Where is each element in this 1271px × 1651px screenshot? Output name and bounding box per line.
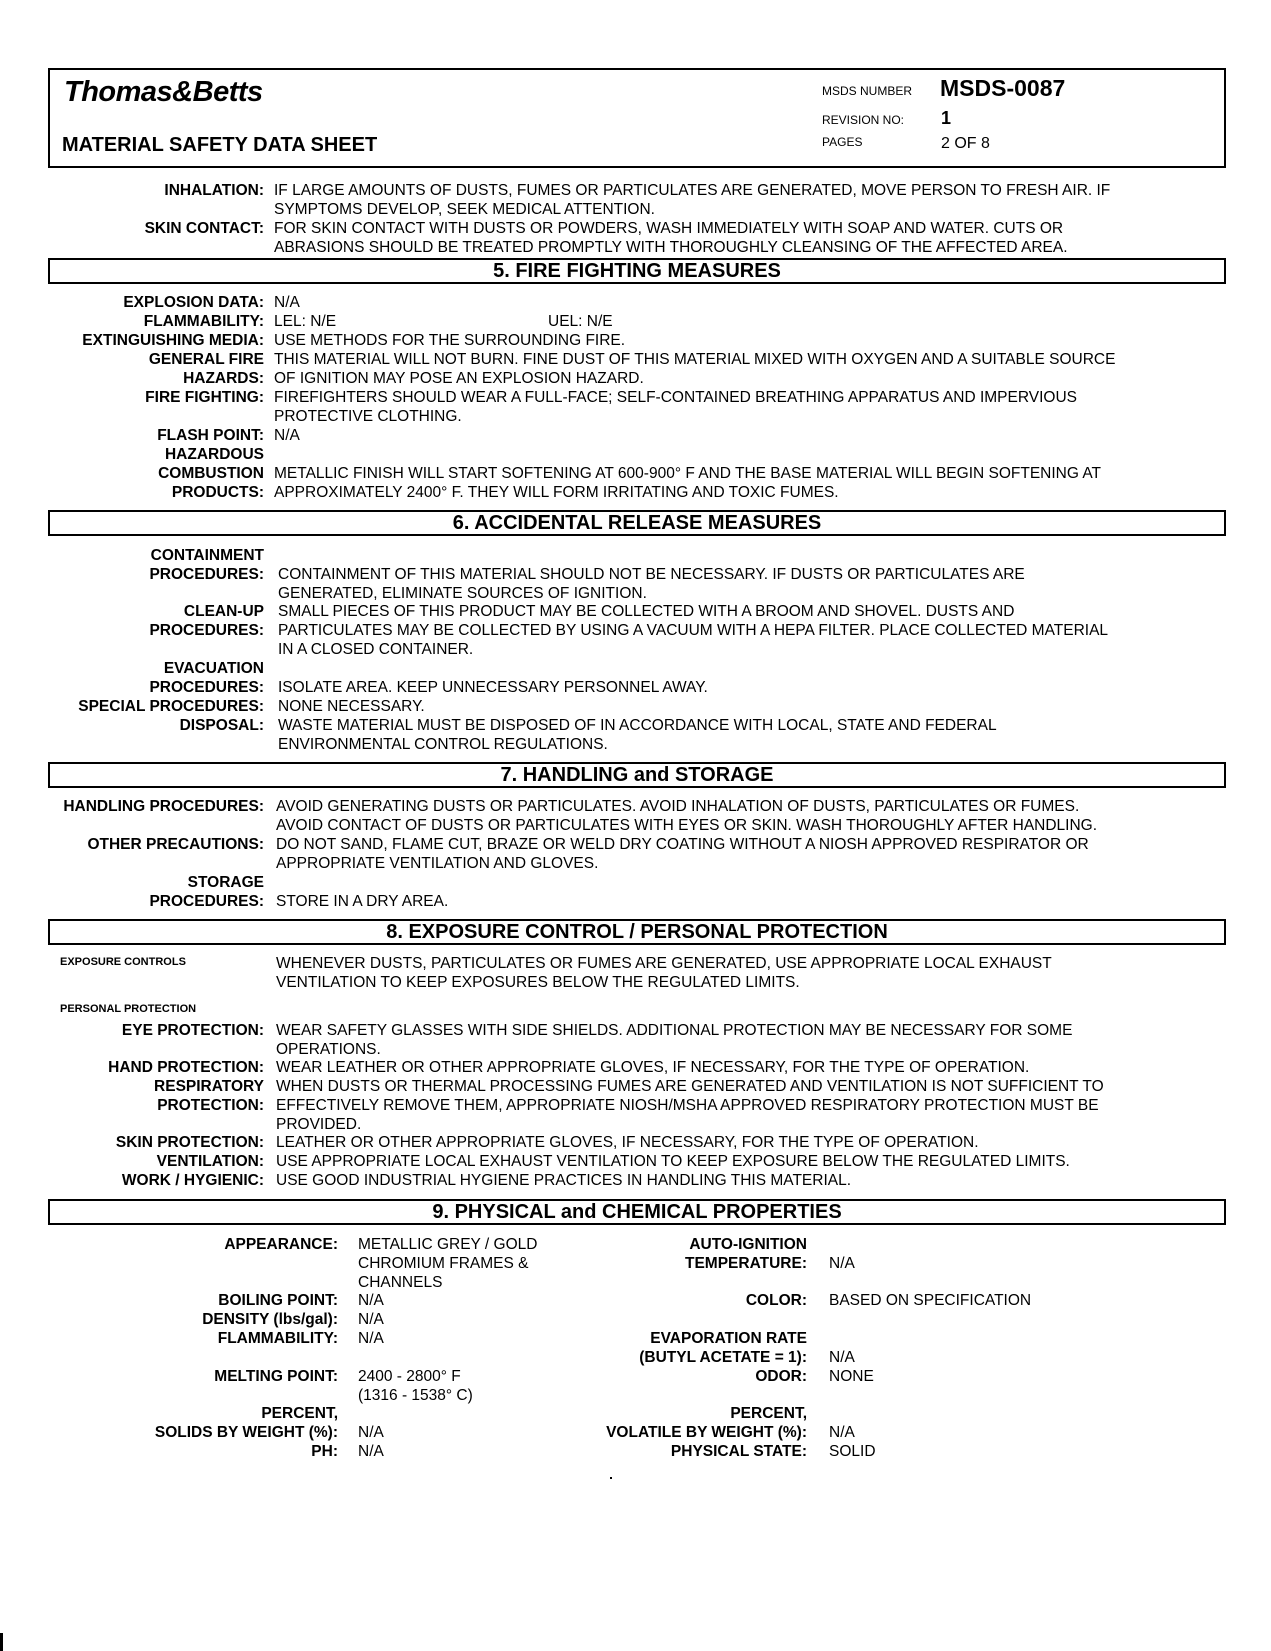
special-procedures-value: NONE NECESSARY. bbox=[278, 698, 425, 715]
work-hygienic-value: USE GOOD INDUSTRIAL HYGIENE PRACTICES IN HANDLING THIS MATERIAL. bbox=[276, 1172, 852, 1189]
special-procedures-label: SPECIAL PROCEDURES: bbox=[78, 698, 264, 715]
scan-speck bbox=[610, 1477, 612, 1479]
eye-protection-line-1: WEAR SAFETY GLASSES WITH SIDE SHIELDS. ADDITIONAL PROTECTION MAY BE NECESSARY FOR SOME bbox=[276, 1022, 1073, 1039]
handling-procedures-label: HANDLING PROCEDURES: bbox=[63, 798, 264, 815]
products-label: PRODUCTS: bbox=[171, 484, 264, 501]
color-label: COLOR: bbox=[745, 1292, 807, 1309]
general-fire-line-2: OF IGNITION MAY POSE AN EXPLOSION HAZARD. bbox=[274, 370, 644, 387]
percent-volatile-label-2: VOLATILE BY WEIGHT (%): bbox=[606, 1424, 807, 1441]
respiratory-protection-label: PROTECTION: bbox=[157, 1097, 264, 1114]
section-9-header: 9. PHYSICAL and CHEMICAL PROPERTIES bbox=[48, 1199, 1226, 1225]
section-6-header: 6. ACCIDENTAL RELEASE MEASURES bbox=[48, 510, 1226, 536]
physical-state-value: SOLID bbox=[829, 1443, 876, 1460]
scan-edge-mark bbox=[0, 1633, 3, 1651]
boiling-point-value: N/A bbox=[358, 1292, 384, 1309]
extinguishing-media-value: USE METHODS FOR THE SURROUNDING FIRE. bbox=[274, 332, 626, 349]
other-precautions-label: OTHER PRECAUTIONS: bbox=[87, 836, 264, 853]
personal-protection-label: PERSONAL PROTECTION bbox=[60, 1003, 197, 1015]
evaporation-label-2: (BUTYL ACETATE = 1): bbox=[639, 1349, 807, 1366]
handling-line-1: AVOID GENERATING DUSTS OR PARTICULATES. AVOID INHALATION OF DUSTS, PARTICULATES OR FUMES. bbox=[276, 798, 1080, 815]
pages-value: 2 OF 8 bbox=[941, 135, 990, 152]
solids-value: N/A bbox=[358, 1424, 384, 1441]
flammability-prop-label: FLAMMABILITY: bbox=[217, 1330, 338, 1347]
evaporation-label-1: EVAPORATION RATE bbox=[650, 1330, 807, 1347]
inhalation-line-1: IF LARGE AMOUNTS OF DUSTS, FUMES OR PARTICULATES ARE GENERATED, MOVE PERSON TO FRESH AIR. IF bbox=[274, 182, 1111, 199]
flammability-label: FLAMMABILITY: bbox=[143, 313, 264, 330]
document-title: MATERIAL SAFETY DATA SHEET bbox=[62, 134, 378, 156]
volatile-value: N/A bbox=[829, 1424, 855, 1441]
cleanup-label: CLEAN-UP bbox=[183, 603, 264, 620]
general-fire-line-1: THIS MATERIAL WILL NOT BURN. FINE DUST OF THIS MATERIAL MIXED WITH OXYGEN AND A SUITABLE SOURCE bbox=[274, 351, 1116, 368]
company-logo: Thomas&Betts bbox=[64, 76, 263, 108]
density-value: N/A bbox=[358, 1311, 384, 1328]
fire-fighting-label: FIRE FIGHTING: bbox=[145, 389, 264, 406]
hazardous-label: HAZARDOUS bbox=[164, 446, 264, 463]
respiratory-line-3: PROVIDED. bbox=[276, 1116, 362, 1133]
color-value: BASED ON SPECIFICATION bbox=[829, 1292, 1032, 1309]
other-precautions-line-2: APPROPRIATE VENTILATION AND GLOVES. bbox=[276, 855, 599, 872]
skin-protection-label: SKIN PROTECTION: bbox=[115, 1134, 264, 1151]
skin-contact-label: SKIN CONTACT: bbox=[144, 220, 264, 237]
cleanup-line-3: IN A CLOSED CONTAINER. bbox=[278, 641, 474, 658]
respiratory-line-2: EFFECTIVELY REMOVE THEM, APPROPRIATE NIOSH/MSHA APPROVED RESPIRATORY PROTECTION MUST BE bbox=[276, 1097, 1099, 1114]
storage-procedures-label: PROCEDURES: bbox=[149, 893, 264, 910]
fire-fighting-line-1: FIREFIGHTERS SHOULD WEAR A FULL-FACE; SELF-CONTAINED BREATHING APPARATUS AND IMPERVIOUS bbox=[274, 389, 1077, 406]
density-label: DENSITY (lbs/gal): bbox=[202, 1311, 338, 1328]
revision-number: 1 bbox=[941, 108, 952, 128]
skin-contact-line-1: FOR SKIN CONTACT WITH DUSTS OR POWDERS, WASH IMMEDIATELY WITH SOAP AND WATER. CUTS OR bbox=[274, 220, 1064, 237]
revision-label: REVISION NO: bbox=[822, 113, 905, 127]
hand-protection-label: HAND PROTECTION: bbox=[108, 1059, 264, 1076]
boiling-point-label: BOILING POINT: bbox=[218, 1292, 338, 1309]
disposal-line-1: WASTE MATERIAL MUST BE DISPOSED OF IN ACCORDANCE WITH LOCAL, STATE AND FEDERAL bbox=[278, 717, 997, 734]
odor-value: NONE bbox=[829, 1368, 874, 1385]
containment-line-1: CONTAINMENT OF THIS MATERIAL SHOULD NOT BE NECESSARY. IF DUSTS OR PARTICULATES ARE bbox=[278, 566, 1025, 583]
combustion-label: COMBUSTION bbox=[158, 465, 264, 482]
skin-contact-line-2: ABRASIONS SHOULD BE TREATED PROMPTLY WITH THOROUGHLY CLEANSING OF THE AFFECTED AREA. bbox=[274, 239, 1068, 256]
percent-solids-label-1: PERCENT, bbox=[261, 1405, 338, 1422]
hand-protection-value: WEAR LEATHER OR OTHER APPROPRIATE GLOVES, IF NECESSARY, FOR THE TYPE OF OPERATION. bbox=[276, 1059, 1030, 1076]
lel-value: LEL: N/E bbox=[274, 313, 337, 330]
pages-label: PAGES bbox=[822, 135, 863, 149]
exposure-line-1: WHENEVER DUSTS, PARTICULATES OR FUMES ARE GENERATED, USE APPROPRIATE LOCAL EXHAUST bbox=[276, 955, 1052, 972]
evacuation-label: EVACUATION bbox=[163, 660, 264, 677]
containment-procedures-label: PROCEDURES: bbox=[149, 566, 264, 583]
melting-point-line-2: (1316 - 1538° C) bbox=[358, 1387, 473, 1404]
flash-point-label: FLASH POINT: bbox=[157, 427, 264, 444]
msds-number: MSDS-0087 bbox=[940, 75, 1066, 101]
odor-label: ODOR: bbox=[755, 1368, 807, 1385]
percent-solids-label-2: SOLIDS BY WEIGHT (%): bbox=[154, 1424, 338, 1441]
hazards-label: HAZARDS: bbox=[183, 370, 264, 387]
exposure-line-2: VENTILATION TO KEEP EXPOSURES BELOW THE REGULATED LIMITS. bbox=[276, 974, 800, 991]
storage-label: STORAGE bbox=[187, 874, 264, 891]
fire-fighting-line-2: PROTECTIVE CLOTHING. bbox=[274, 408, 462, 425]
cleanup-procedures-label: PROCEDURES: bbox=[149, 622, 264, 639]
exposure-controls-label: EXPOSURE CONTROLS bbox=[60, 956, 186, 968]
appearance-label: APPEARANCE: bbox=[224, 1236, 338, 1253]
explosion-data-value: N/A bbox=[274, 294, 300, 311]
flammability-prop-value: N/A bbox=[358, 1330, 384, 1347]
section-5-header: 5. FIRE FIGHTING MEASURES bbox=[48, 258, 1226, 284]
inhalation-label: INHALATION: bbox=[164, 182, 264, 199]
ph-value: N/A bbox=[358, 1443, 384, 1460]
general-fire-label: GENERAL FIRE bbox=[148, 351, 264, 368]
explosion-data-label: EXPLOSION DATA: bbox=[123, 294, 264, 311]
eye-protection-line-2: OPERATIONS. bbox=[276, 1041, 381, 1058]
evacuation-procedures-label: PROCEDURES: bbox=[149, 679, 264, 696]
evacuation-value: ISOLATE AREA. KEEP UNNECESSARY PERSONNEL AWAY. bbox=[278, 679, 708, 696]
melting-point-line-1: 2400 - 2800° F bbox=[358, 1368, 461, 1385]
skin-protection-value: LEATHER OR OTHER APPROPRIATE GLOVES, IF NECESSARY, FOR THE TYPE OF OPERATION. bbox=[276, 1134, 979, 1151]
respiratory-label: RESPIRATORY bbox=[154, 1078, 264, 1095]
ph-label: PH: bbox=[311, 1443, 338, 1460]
inhalation-line-2: SYMPTOMS DEVELOP, SEEK MEDICAL ATTENTION. bbox=[274, 201, 655, 218]
uel-value: UEL: N/E bbox=[548, 313, 613, 330]
extinguishing-media-label: EXTINGUISHING MEDIA: bbox=[82, 332, 264, 349]
melting-point-label: MELTING POINT: bbox=[214, 1368, 338, 1385]
containment-label: CONTAINMENT bbox=[150, 547, 264, 564]
disposal-line-2: ENVIRONMENTAL CONTROL REGULATIONS. bbox=[278, 736, 608, 753]
cleanup-line-1: SMALL PIECES OF THIS PRODUCT MAY BE COLLECTED WITH A BROOM AND SHOVEL. DUSTS AND bbox=[278, 603, 1015, 620]
ventilation-label: VENTILATION: bbox=[156, 1153, 264, 1170]
appearance-line-2: CHROMIUM FRAMES & bbox=[358, 1255, 529, 1272]
cleanup-line-2: PARTICULATES MAY BE COLLECTED BY USING A VACUUM WITH A HEPA FILTER. PLACE COLLECTED MATERIAL bbox=[278, 622, 1109, 639]
combustion-line-2: APPROXIMATELY 2400° F. THEY WILL FORM IRRITATING AND TOXIC FUMES. bbox=[274, 484, 839, 501]
other-precautions-line-1: DO NOT SAND, FLAME CUT, BRAZE OR WELD DRY COATING WITHOUT A NIOSH APPROVED RESPIRATOR OR bbox=[276, 836, 1089, 853]
section-8-header: 8. EXPOSURE CONTROL / PERSONAL PROTECTION bbox=[48, 919, 1226, 945]
auto-ignition-label-1: AUTO-IGNITION bbox=[689, 1236, 807, 1253]
document-header bbox=[48, 68, 1226, 168]
flash-point-value: N/A bbox=[274, 427, 300, 444]
auto-ignition-label-2: TEMPERATURE: bbox=[685, 1255, 807, 1272]
respiratory-line-1: WHEN DUSTS OR THERMAL PROCESSING FUMES ARE GENERATED AND VENTILATION IS NOT SUFFICIENT TO bbox=[276, 1078, 1104, 1095]
ventilation-value: USE APPROPRIATE LOCAL EXHAUST VENTILATION TO KEEP EXPOSURE BELOW THE REGULATED LIMITS. bbox=[276, 1153, 1070, 1170]
combustion-line-1: METALLIC FINISH WILL START SOFTENING AT 600-900° F AND THE BASE MATERIAL WILL BEGIN SOFTENING AT bbox=[274, 465, 1102, 482]
disposal-label: DISPOSAL: bbox=[179, 717, 264, 734]
percent-volatile-label-1: PERCENT, bbox=[730, 1405, 807, 1422]
section-7-header: 7. HANDLING and STORAGE bbox=[48, 762, 1226, 788]
work-hygienic-label: WORK / HYGIENIC: bbox=[121, 1172, 264, 1189]
storage-value: STORE IN A DRY AREA. bbox=[276, 893, 449, 910]
appearance-line-1: METALLIC GREY / GOLD bbox=[358, 1236, 538, 1253]
auto-ignition-value: N/A bbox=[829, 1255, 855, 1272]
msds-number-label: MSDS NUMBER bbox=[822, 84, 913, 98]
containment-line-2: GENERATED, ELIMINATE SOURCES OF IGNITION. bbox=[278, 585, 647, 602]
handling-line-2: AVOID CONTACT OF DUSTS OR PARTICULATES WITH EYES OR SKIN. WASH THOROUGHLY AFTER HANDLING. bbox=[276, 817, 1098, 834]
eye-protection-label: EYE PROTECTION: bbox=[121, 1022, 264, 1039]
evaporation-value: N/A bbox=[829, 1349, 855, 1366]
physical-state-label: PHYSICAL STATE: bbox=[670, 1443, 807, 1460]
appearance-line-3: CHANNELS bbox=[358, 1274, 443, 1291]
